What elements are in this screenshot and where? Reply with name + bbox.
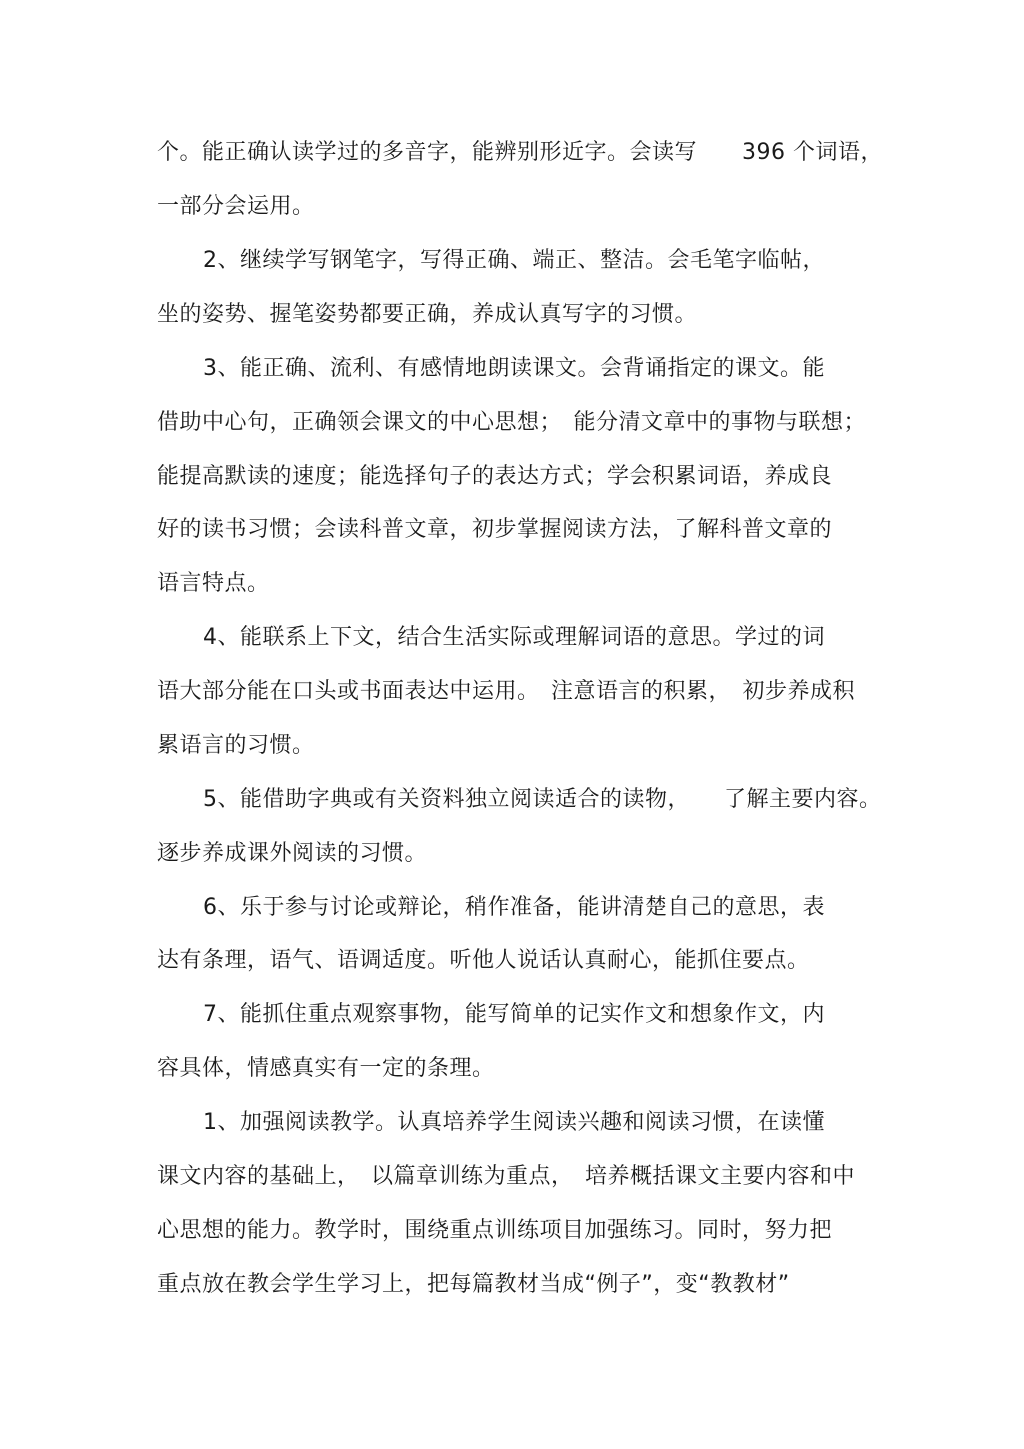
text-line: 容具体，情感真实有一定的条理。: [157, 1056, 495, 1081]
text-line: 课文内容的基础上， 以篇章训练为重点， 培养概括课文主要内容和中: [157, 1164, 856, 1189]
text-line: 语大部分能在口头或书面表达中运用。 注意语言的积累， 初步养成积: [157, 679, 856, 704]
text-line: 语言特点。: [157, 571, 270, 596]
text-line: 重点放在教会学生学习上，把每篇教材当成“例子”，变“教教材”: [157, 1272, 790, 1297]
text-line: 一部分会运用。: [157, 194, 315, 219]
text-line: 逐步养成课外阅读的习惯。: [157, 841, 428, 866]
text-line: 3、能正确、流利、有感情地朗读课文。会背诵指定的课文。能: [203, 356, 825, 381]
text-line: 2、继续学写钢笔字，写得正确、端正、整洁。会毛笔字临帖，: [203, 248, 825, 273]
text-line: 累语言的习惯。: [157, 733, 315, 758]
text-line: 6、乐于参与讨论或辩论，稍作准备，能讲清楚自己的意思，表: [203, 895, 825, 920]
text-line: 个。能正确认读学过的多音字，能辨别形近字。会读写 396 个词语，: [157, 140, 883, 165]
text-line: 7、能抓住重点观察事物，能写简单的记实作文和想象作文，内: [203, 1002, 825, 1027]
text-line: 坐的姿势、握笔姿势都要正确，养成认真写字的习惯。: [157, 302, 698, 327]
text-line: 能提高默读的速度；能选择句子的表达方式；学会积累词语，养成良: [157, 464, 833, 489]
text-line: 心思想的能力。教学时，围绕重点训练项目加强练习。同时，努力把: [157, 1218, 833, 1243]
text-line: 5、能借助字典或有关资料独立阅读适合的读物， 了解主要内容。: [203, 787, 882, 812]
text-line: 1、加强阅读教学。认真培养学生阅读兴趣和阅读习惯，在读懂: [203, 1110, 825, 1135]
text-line: 达有条理，语气、语调适度。听他人说话认真耐心，能抓住要点。: [157, 948, 810, 973]
text-line: 好的读书习惯；会读科普文章，初步掌握阅读方法，了解科普文章的: [157, 517, 833, 542]
text-line: 借助中心句，正确领会课文的中心思想； 能分清文章中的事物与联想；: [157, 410, 867, 435]
text-line: 4、能联系上下文，结合生活实际或理解词语的意思。学过的词: [203, 625, 825, 650]
